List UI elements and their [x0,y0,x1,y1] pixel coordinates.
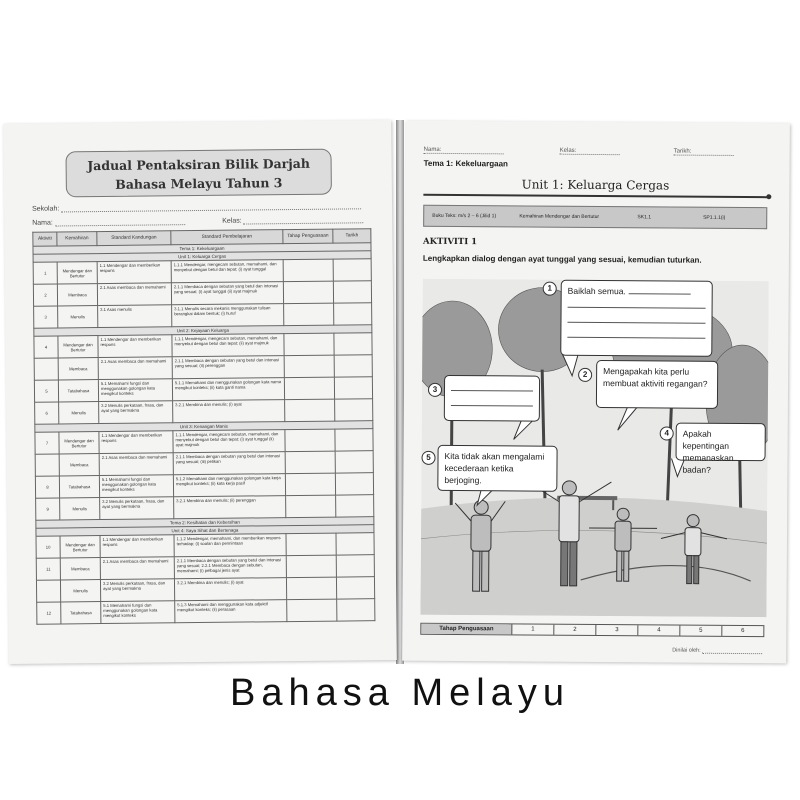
info-sp: SP1.1.1(i) [703,214,726,221]
header-standard-pembelajaran: Standard Pembelajaran [171,230,283,245]
section-heading: Unit 4: Saya Sihat dan Bertenaga [36,525,374,537]
tahap-level-3[interactable]: 3 [596,625,638,635]
cell-pembelajaran: 5.1.3 Memahami dan menggunakan kata adjektif mengikut konteks; (ii) perasaan [175,600,287,623]
cell-kemahiran: Mendengar dan Bertutur [60,536,100,558]
cell-kemahiran: Mendengar dan Bertutur [57,262,97,284]
cell-kandungan: 3.2 Menulis perkataan, frasa, dan ayat yang bermakna [100,497,174,520]
cell-tahap-input[interactable] [285,399,335,422]
tahap-penguasaan-bar [420,623,764,637]
header-aktiviti: Aktiviti [33,232,57,246]
cell-kemahiran: Membaca [58,358,98,380]
cell-kemahiran: Membaca [57,284,97,306]
tahap-level-6[interactable]: 6 [741,628,745,635]
title-line-2: Bahasa Melayu Tahun 3 [115,175,283,192]
cell-kemahiran: Mendengar dan Bertutur [59,432,99,454]
section-heading: Unit 2: Kejayaan Keluarga [34,325,372,337]
student-info-row [423,146,774,155]
cell-pembelajaran: 2.1.1 Membaca dengan sebutan yang betul dan intonasi yang sesuai; (iii) petikan [173,452,285,475]
cell-tarikh-input[interactable] [334,333,372,355]
cell-aktiviti: 12 [37,602,61,624]
section-heading: Unit 3: Kenangan Manis [35,421,373,433]
answer-line[interactable] [568,297,706,309]
caption-text: Bahasa Melayu [230,672,570,714]
cell-aktiviti: 11 [36,558,60,580]
cell-tahap-input[interactable] [284,355,334,378]
bubble-5-number: 5 [421,451,435,465]
cell-aktiviti: 9 [36,498,60,520]
cell-pembelajaran: 3.1.1 Menulis secara mekanis menggunakan tulisan berangkai dalam bentuk; (i) huruf [172,304,284,327]
cell-aktiviti: 2 [33,284,57,306]
speech-bubble-4 [676,423,766,475]
cell-tarikh-input[interactable] [334,377,372,399]
info-kemahiran: Kemahiran Mendengar dan Bertutur [519,213,600,221]
cell-kemahiran: Mendengar dan Bertutur [58,336,98,358]
cell-kandungan: 5.1 Memahami fungsi dan menggunakan golongan kata mengikut konteks [99,475,173,498]
cell-aktiviti [35,454,59,476]
cell-pembelajaran: 3.2.1 Membina dan menulis; (ii) perenggan [174,496,286,519]
cell-tahap-input[interactable] [284,333,334,356]
cell-pembelajaran: 2.1.1 Membaca dengan sebutan yang betul dan intonasi yang sesuai; 2.2.1 Membaca dengan sebutan, memahami; (i) pelbagai jenis ayat [174,556,286,579]
cell-tahap-input[interactable] [286,555,336,578]
cell-kandungan: 5.1 Memahami fungsi dan menggunakan golongan kata mengikut konteks [101,601,175,624]
info-bar [423,205,767,229]
sekolah-label: Sekolah: [32,205,60,213]
sekolah-field [32,202,361,212]
bubble-1-text: Baiklah semua. [567,285,626,297]
cell-tarikh-input[interactable] [336,577,374,599]
cell-pembelajaran: 3.2.1 Membina dan menulis; (i) ayat [174,578,286,601]
cell-kemahiran: Tatabahasa [61,602,101,624]
cell-kemahiran: Menulis [58,306,98,328]
left-page [3,120,397,664]
cell-pembelajaran: 1.1.1 Mendengar, mengecam sebutan, memahami, dan menyebut dengan betul dan tepat; (i) ayat tunggal (ii) ayat majmuk [173,430,285,453]
header-standard-kandungan: Standard Kandungan [97,231,171,246]
title-line-1: Jadual Pentaksiran Bilik Darjah [87,155,311,174]
cell-kandungan: 1.1 Mendengar dan memberikan respons [100,535,174,558]
aktiviti-heading: AKTIVITI 1 [423,236,478,248]
cell-kemahiran: Membaca [59,454,99,476]
cell-aktiviti: 7 [35,432,59,454]
assessment-table [32,228,375,625]
cell-kandungan: 1.1 Mendengar dan memberikan respons [98,335,172,358]
right-page [402,121,790,664]
cell-pembelajaran: 2.1.1 Membaca dengan sebutan yang betul dan intonasi yang sesuai; (i) ayat tunggal (ii) ayat majmuk [171,282,283,305]
cell-tarikh-input[interactable] [337,599,375,621]
dinilai-label: Dinilai oleh: [672,647,701,654]
cell-aktiviti: 6 [35,402,59,424]
cell-pembelajaran: 1.1.1 Mendengar, mengecam sebutan, memahami, dan menyebut dengan betul dan tepat; (i) ayat tunggal [171,260,283,283]
cell-pembelajaran: 1.1.2 Mendengar, memahami, dan memberikan respons terhadap; (i) soalan dan permintaan [174,534,286,557]
page-title [65,149,331,198]
cell-tahap-input[interactable] [285,429,335,452]
speech-bubble-5 [437,445,557,492]
cell-kemahiran: Membaca [60,558,100,580]
tarikh-label-right: Tarikh: [673,148,692,155]
cell-tahap-input[interactable] [286,577,336,600]
cell-aktiviti: 5 [34,380,58,402]
cell-aktiviti [36,580,60,602]
cell-tahap-input[interactable] [283,259,333,282]
unit-title: Unit 1: Keluarga Cergas [521,177,670,193]
cell-tarikh-input[interactable] [334,355,372,377]
answer-line[interactable] [628,285,690,294]
tahap-level-5[interactable]: 5 [680,626,722,636]
cell-aktiviti: 4 [34,336,58,358]
cell-pembelajaran: 2.1.1 Membaca dengan sebutan yang betul dan intonasi yang sesuai; (ii) perenggan [172,356,284,379]
bubble-4-number: 4 [660,426,674,440]
speech-bubble-3 [444,375,540,422]
tahap-level-4[interactable]: 4 [638,625,680,635]
cell-tarikh-input[interactable] [334,303,372,325]
bubble-5-text: Kita tidak akan mengalami kecederaan ketika berjoging. [444,450,545,486]
cell-kandungan: 2.1 Asas membaca dan memahami [100,557,174,580]
cell-tarikh-input[interactable] [335,429,373,451]
cell-aktiviti: 3 [34,306,58,328]
kelas-label: Kelas: [222,217,242,225]
tahap-level-1[interactable]: 1 [512,624,554,634]
nama-label: Nama: [32,219,53,227]
bubble-1-number: 1 [543,282,557,296]
cell-kandungan: 2.1 Asas membaca dan memahami [99,453,173,476]
cell-tahap-input[interactable] [285,473,335,496]
cell-kandungan: 1.1 Mendengar dan memberikan respons [97,261,171,284]
cell-kandungan: 2.1 Asas membaca dan memahami [97,283,171,306]
cell-kemahiran: Menulis [60,498,100,520]
section-heading: Tema 2: Kesihatan dan Kebersihan [36,517,374,529]
cell-kandungan: 3.2 Menulis perkataan, frasa, dan ayat yang bermakna [100,579,174,602]
cell-pembelajaran: 5.1.1 Memahami dan menggunakan golongan kata nama mengikut konteks; (ii) kata ganti nama [172,378,284,401]
bubble-2-text: Mengapakah kita perlu membuat aktiviti regangan? [603,366,708,389]
nama-field [32,218,185,227]
cell-kemahiran: Tatabahasa [59,476,99,498]
cell-kemahiran: Tatabahasa [58,380,98,402]
answer-line[interactable] [451,380,533,392]
tahap-level-2[interactable]: 2 [554,625,596,635]
exercise-illustration [420,279,768,617]
answer-line[interactable] [567,327,705,339]
header-tarikh: Tarikh [333,229,371,243]
cell-kandungan: 2.1 Asas membaca dan memahami [98,357,172,380]
cell-tarikh-input[interactable] [336,555,374,577]
cell-aktiviti: 1 [33,262,57,284]
instruction-text: Lengkapkan dialog dengan ayat tunggal yang sesuai, kemudian tuturkan. [422,253,702,265]
cell-pembelajaran: 3.2.1 Membina dan menulis; (i) ayat [173,400,285,423]
nama-label-right: Nama: [423,146,442,153]
cell-kemahiran: Menulis [60,580,100,602]
cell-tahap-input[interactable] [286,495,336,518]
cell-aktiviti [34,358,58,380]
section-heading: Unit 1: Keluarga Cergas [33,251,371,263]
cell-pembelajaran: 1.1.1 Mendengar, mengecam sebutan, memahami, dan menyebut dengan betul dan tepat; (ii) ayat majmuk [172,334,284,357]
speech-bubble-1 [560,280,713,357]
cell-tarikh-input[interactable] [336,495,374,517]
cell-kandungan: 3.1 Asas menulis [98,305,172,328]
cell-kandungan: 1.1 Mendengar dan memberikan respons [99,431,173,454]
bubble-4-text: Apakah kepentingan memanaskan badan? [682,428,734,475]
speech-bubble-2 [596,360,718,409]
cell-tarikh-input[interactable] [335,473,373,495]
bubble-2-number: 2 [578,368,592,382]
tema-heading: Tema 1: Kekeluargaan [423,158,508,169]
cell-tarikh-input[interactable] [335,451,373,473]
cell-tarikh-input[interactable] [333,259,371,281]
kelas-label-right: Kelas: [559,147,577,154]
cell-tahap-input[interactable] [284,377,334,400]
cell-kemahiran: Menulis [59,402,99,424]
cell-tahap-input[interactable] [286,533,336,556]
cell-tahap-input[interactable] [287,599,337,622]
cell-aktiviti: 8 [35,476,59,498]
cell-tahap-input[interactable] [284,303,334,326]
table-row [37,599,375,625]
cell-tarikh-input[interactable] [336,533,374,555]
cell-kandungan: 5.1 Memahami fungsi dan menggunakan golongan kata mengikut konteks [98,379,172,402]
header-kemahiran: Kemahiran [57,232,97,246]
bubble-3-number: 3 [428,383,442,397]
answer-line[interactable] [451,395,533,407]
title-rule [423,194,767,198]
answer-line[interactable] [567,312,705,324]
cell-aktiviti: 10 [36,536,60,558]
cell-pembelajaran: 5.1.2 Memahami dan menggunakan golongan kata kerja mengikut konteks; (ii) kata kerja pasif [173,474,285,497]
tahap-label: Tahap Penguasaan [421,624,512,635]
cell-tahap-input[interactable] [283,281,333,304]
cell-tahap-input[interactable] [285,451,335,474]
info-buku-teks: Buku Teks: m/s 2 – 6 (Jilid 1) [432,212,497,220]
cell-tarikh-input[interactable] [333,281,371,303]
cell-kandungan: 3.2 Menulis perkataan, frasa, dan ayat yang bermakna [99,401,173,424]
cell-tarikh-input[interactable] [335,399,373,421]
kelas-field [222,216,363,224]
dinilai-field [672,647,762,655]
section-heading: Tema 1: Kekeluargaan [33,243,371,255]
header-tahap-penguasaan: Tahap Penguasaan [283,229,333,244]
info-sk: SK1.1 [637,214,652,221]
